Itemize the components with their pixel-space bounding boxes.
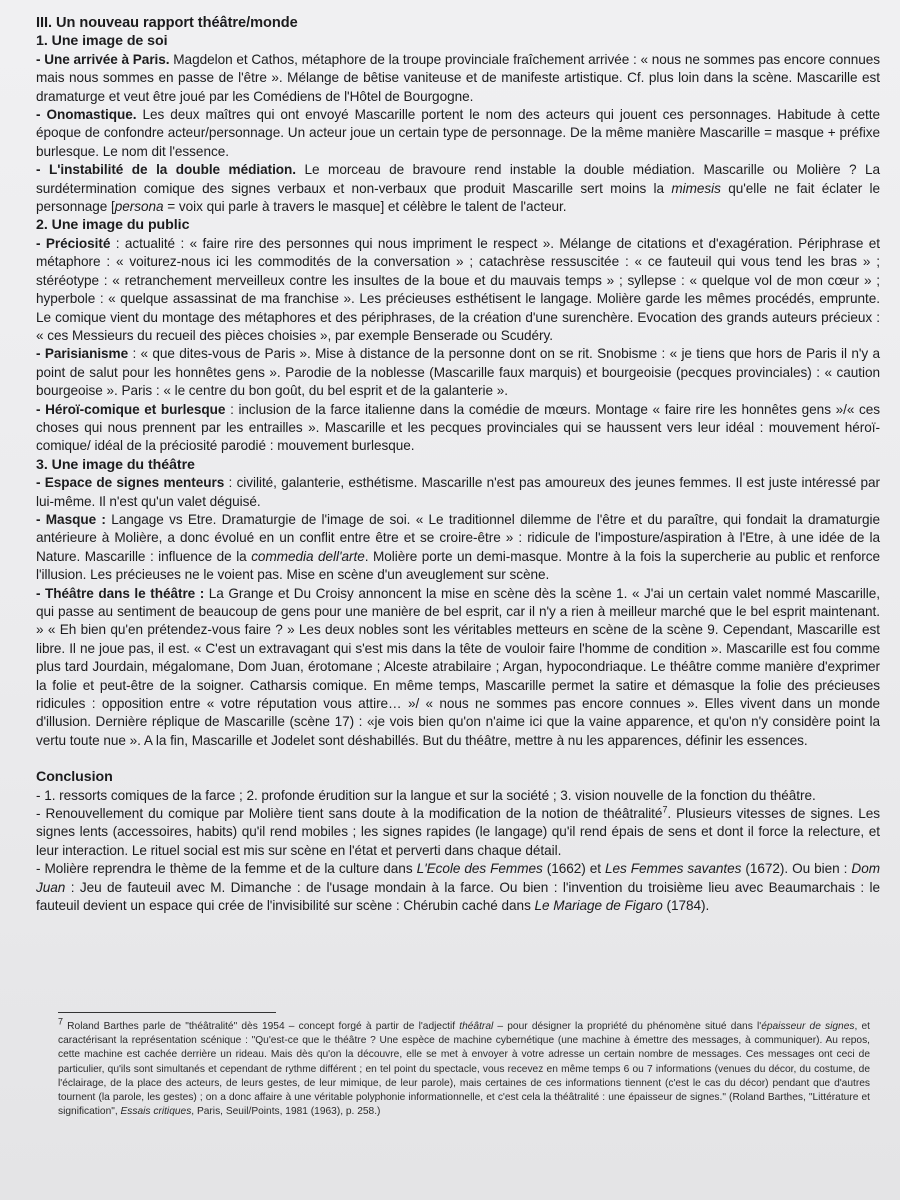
paragraph — [36, 401, 880, 456]
paragraph — [36, 51, 880, 106]
paragraph-label: - Masque : — [36, 511, 106, 527]
italic-term: mimesis — [671, 180, 721, 196]
italic-title: Les Femmes savantes — [605, 861, 742, 877]
italic-title: Essais critiques — [120, 1106, 192, 1118]
paragraph-text: (1662) et — [542, 861, 606, 877]
paragraph-label: - Théâtre dans le théâtre : — [36, 585, 205, 601]
section-spacer — [36, 750, 880, 768]
part-heading: III. Un nouveau rapport théâtre/monde — [36, 15, 298, 31]
footnote-marker: 7 — [58, 1016, 64, 1027]
paragraph-text: Langage vs Etre. Dramaturgie de l'image de soi. « Le traditionnel dilemme de l'être et du paraître, qui fondait la dramaturgie antérieure à Molière, a donc évolué en un conflit entre être et se croire-être » : ridicule de l'imposture/aspiration à l'Etre, à une idée de la Nature. Mascarille : influence de la — [36, 511, 880, 564]
italic-term: épaisseur de signes — [761, 1021, 855, 1032]
section-2-title: 2. Une image du public — [36, 217, 190, 234]
paragraph — [36, 235, 880, 345]
paragraph-text: . Molière porte un demi-masque. Montre à la fois la supercherie au public et renforce l'illusion. Les précieuses ne le voient pas. Mise en scène d'un aveuglement sur scène. — [36, 548, 881, 583]
paragraph-label: - Parisianisme — [36, 346, 129, 362]
conclusion-title: Conclusion — [36, 769, 113, 786]
italic-title: Le Mariage de Figaro — [534, 898, 663, 914]
paragraph — [36, 474, 880, 511]
conclusion-item: - 1. ressorts comiques de la farce ; 2. profonde érudition sur la langue et sur la société ; 3. vision nouvelle de la fonction du théâtre. — [36, 787, 816, 803]
paragraph-text: - Renouvellement du comique par Molière tient sans doute à la modification de la notion de théâtralité — [36, 806, 663, 822]
paragraph-text: : inclusion de la farce italienne dans la comédie de mœurs. Montage « faire rire les honnêtes gens »/« ces choses qui nous prennent par les entrailles ». Mascarille et les pecques provinciales qui se haussent vers leur idéal : mouvement héroï-comique/ idéal de la préciosité parodié : mouvement burlesque. — [36, 401, 880, 454]
footnote-text: Roland Barthes parle de "théâtralité" dès 1954 – concept forgé à partir de l'adjectif — [63, 1021, 460, 1032]
footnote — [58, 1016, 870, 1119]
paragraph-text: : civilité, galanterie, esthétisme. Mascarille n'est pas amoureux des jeunes femmes. Il est juste intéressé par lui-même. Il n'est qu'un valet déguisé. — [36, 475, 880, 509]
paragraph-text: : « que dites-vous de Paris ». Mise à distance de la personne dont on se rit. Snobisme : « je tiens que hors de Paris il n'y a point de salut pour les honnêtes gens ». Parodie de la noblesse (Mascarille faux marquis) et bourgeoisie (pecques provinciales) : « caution bourgeoise ». Paris : « le centre du bon goût, du bel esprit et de la galanterie ». — [36, 346, 880, 399]
conclusion-item — [36, 860, 880, 915]
paragraph-label: - Onomastique. — [36, 107, 137, 123]
section-3-title: 3. Une image du théâtre — [36, 456, 195, 473]
section-1-title: 1. Une image de soi — [36, 33, 168, 50]
paragraph-label: - Héroï-comique et burlesque — [36, 401, 226, 417]
document-body — [36, 14, 880, 916]
italic-term: persona — [114, 199, 164, 215]
paragraph — [36, 585, 880, 751]
footnote-text: – pour désigner la propriété du phénomène situé dans l' — [493, 1021, 762, 1032]
paragraph-text: (1784). — [662, 898, 710, 914]
paragraph — [36, 106, 880, 161]
italic-title: L'Ecole des Femmes — [416, 861, 543, 877]
paragraph-text: = voix qui parle à travers le masque] et célèbre le talent de l'acteur. — [163, 199, 567, 215]
paragraph-text: : Jeu de fauteuil avec M. Dimanche : de l'usage mondain à la farce. Ou bien : l'invention du troisième lieu avec Beaumarchais : le fauteuil devient un espace qui crée de l'invisibilité sur scène : Chérubin caché dans — [36, 879, 880, 914]
paragraph-text: (1672). Ou bien : — [741, 861, 852, 877]
paragraph-label: - Une arrivée à Paris. — [36, 51, 170, 67]
paragraph-label: - Espace de signes menteurs — [36, 475, 225, 491]
italic-term: commedia dell'arte — [251, 548, 365, 564]
paragraph-text: La Grange et Du Croisy annoncent la mise en scène dès la scène 1. « J'ai un certain valet nommé Mascarille, qui passe au sentiment de beaucoup de gens pour une manière de bel esprit, car il n'y a rien à meilleur marché que le bel esprit maintenant. » « Eh bien qu'en prétendez-vous faire ? » Les deux nobles sont les véritables metteurs en scène de la scène 9. Cependant, Mascarille est libre. Il ne joue pas, il est. « C'est un extravagant qui s'est mis dans la tête de vouloir faire l'homme de condition ». Mascarille est fou comme plus tard Jourdain, mégalomane, Dom Juan, érotomane ; Alceste atrabilaire ; Argan, hypocondriaque. Le théâtre comme manière d'exprimer la folie et peut-être de la soigner. Catharsis comique. En même temps, Mascarille permet la satire et démasque la folie des précieuses ridicules : opposition entre « votre réputation vous attire… »/ « nous ne sommes pas encore connues ». Elles vivent dans un monde d'illusion. Dernière réplique de Mascarille (scène 17) : «je vois bien qu'on n'aime ici que la vaine apparence, et qu'on n'y considère point la vertu toute nue ». A la fin, Mascarille et Jodelet sont déshabillés. But du théâtre, mettre à nu les apparences, définir les essences. — [36, 585, 880, 748]
paragraph — [36, 161, 880, 216]
paragraph-text: : actualité : « faire rire des personnes qui nous impriment le respect ». Mélange de citations et d'exagération. Périphrase et métaphore : « voiturez-nous ici les commodités de la conversation » ; catachrèse ressuscitée : « ce fauteuil qui vous tend les bras » ; stéréotype : « retranchement merveilleux contre les insultes de la boue et du mauvais temps » ; syllepse : « quelque vol de mon cœur » ; hyperbole : « quelque assassinat de ma franchise ». Les précieuses esthétisent le langage. Molière garde les mêmes procédés, emprunte. Le comique vient du montage des métaphores et des périphrases, de la création d'une surenchère. Evocation des grands auteurs précieux : « ces Messieurs du recueil des pièces choisies », par exemple Benserade ou Scudéry. — [36, 235, 880, 343]
paragraph-label: - L'instabilité de la double médiation. — [36, 162, 297, 178]
paragraph-label: - Préciosité — [36, 235, 111, 251]
italic-term: théâtral — [459, 1021, 494, 1032]
paragraph-text: Magdelon et Cathos, métaphore de la troupe provinciale fraîchement arrivée : « nous ne sommes pas encore connues mais nous sommes en passe de l'être ». Mélange de bêtise vaniteuse et de manifeste artistique. Cf. plus loin dans la scène. Mascarille est dramaturge et veut être joué par les Comédiens de l'Hôtel de Bourgogne. — [36, 51, 880, 104]
paragraph-text: - Molière reprendra le thème de la femme et de la culture dans — [36, 861, 417, 877]
paragraph-text: Le morceau de bravoure rend instable la double médiation. Mascarille ou Molière ? La surdétermination comique des signes verbaux et non-verbaux que produit Mascarille sert moins la — [36, 162, 880, 196]
footnote-text: , et caractérisant la représentation scénique : "Qu'est-ce que le théâtre ? Une espèce de machine cybernétique (une machine à émettre des messages, à communiquer). Au repos, cette machine est cachée derrière un rideau. Mais dès qu'on la découvre, elle se met à envoyer à votre adresse un certain nombre de messages. Ces messages ont ceci de particulier, qu'ils sont simultanés et cependant de rythme différent ; en tel point du spectacle, vous recevez en même temps 6 ou 7 informations (venues du décor, du costume, de l'éclairage, de la place des acteurs, de leurs gestes, de leur mimique, de leur parole), mais certaines de ces informations tiennent (c'est le cas du décor) pendant que d'autres tournent (la parole, les gestes) ; on a donc affaire à une véritable polyphonie informationnelle, et c'est cela la théâtralité : une épaisseur de signes." (Roland Barthes, "Littérature et signification", — [58, 1021, 870, 1118]
paragraph-text: . Plusieurs vitesses de signes. Les signes lents (accessoires, habits) qu'il rend mobiles ; les signes rapides (le langage) qu'il rend épais de sens et dont il force la relecture, et leur interaction. Le rituel social est mis sur scène en l'état et perverti dans chaque détail. — [36, 806, 880, 858]
conclusion-item — [36, 805, 880, 860]
paragraph-text: Les deux maîtres qui ont envoyé Mascarille portent le nom des acteurs qui jouent ces personnages. Habitude à cette époque de confondre acteur/personnage. Un acteur joue un certain type de personnage. De la même manière Mascarille = masque + préfixe burlesque. Le nom dit l'essence. — [36, 107, 881, 159]
footnote-reference[interactable]: 7 — [662, 804, 668, 815]
paragraph-text: qu'elle ne fait éclater le personnage [ — [36, 180, 881, 215]
italic-title: Dom Juan — [36, 861, 880, 895]
footnote-text: , Paris, Seuil/Points, 1981 (1963), p. 258.) — [191, 1106, 381, 1118]
paragraph — [36, 345, 880, 400]
footnote-separator — [58, 1012, 276, 1013]
paragraph — [36, 511, 880, 585]
